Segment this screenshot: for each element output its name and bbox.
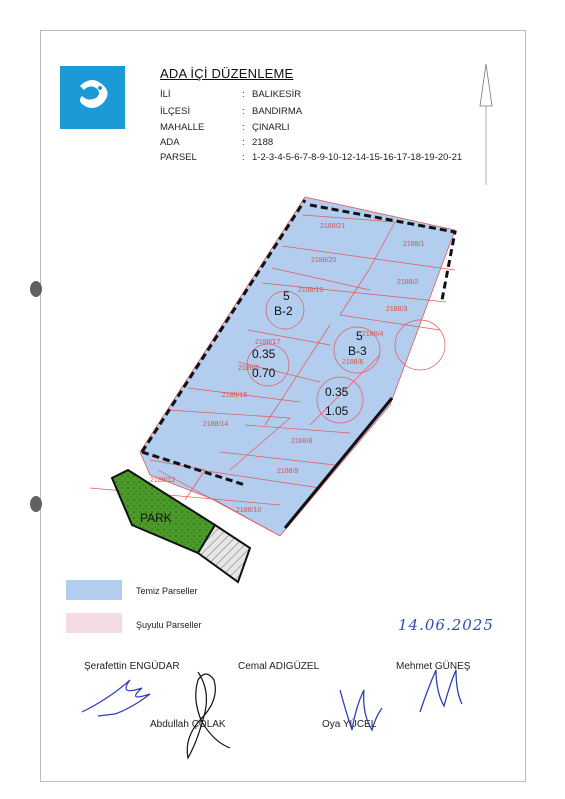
zone-kaks: 0.70 (252, 366, 276, 380)
zone-taks: 0.35 (252, 347, 276, 361)
signature-1-icon (82, 680, 150, 716)
zone-taks: 0.35 (325, 385, 349, 399)
zone-kaks: 1.05 (325, 404, 349, 418)
signatory-2: Cemal ADIGÜZEL (238, 661, 320, 672)
parcel-label: 2188/17 (255, 339, 281, 346)
parcel-label: 2188/15 (222, 392, 248, 399)
signature-4-icon (187, 672, 230, 758)
info-row-district: İLÇESİ : BANDIRMA (160, 106, 303, 117)
zone-code: B-2 (274, 304, 293, 318)
parcel-label: 2188/9 (277, 468, 299, 475)
parcel-label: 2188/2 (397, 279, 419, 286)
parcel-label: 2188/10 (236, 507, 262, 514)
info-row-parcel: PARSEL : 1-2-3-4-5-6-7-8-9-10-12-14-15-16-17-18-19-20-21 (160, 152, 463, 163)
signatory-3: Mehmet GÜNEŞ (396, 661, 471, 672)
info-row-province: İLİ : BALIKESİR (160, 89, 302, 100)
parcel-label: 2188/6 (342, 359, 364, 366)
info-row-neighborhood: MAHALLE : ÇINARLI (160, 122, 290, 133)
zone-code: B-3 (348, 344, 367, 358)
parcel-label: 2188/8 (291, 438, 313, 445)
parcel-label: 2188/19 (298, 287, 324, 294)
parcel-label: 2188/1 (403, 241, 425, 248)
signatory-5: Oya YÜCEL (322, 719, 377, 730)
parcel-label: 2188/14 (203, 421, 229, 428)
legend-label-shared: Şuyulu Parseller (136, 620, 202, 630)
info-row-block: ADA : 2188 (160, 137, 274, 148)
park-label: PARK (140, 511, 172, 525)
parcel-label: 2188/20 (311, 257, 337, 264)
parcel-label: 2188/21 (320, 223, 346, 230)
parcel-label: 2188/3 (386, 306, 408, 313)
signature-3-icon (420, 670, 462, 712)
parcel-label: 2188/4 (362, 331, 384, 338)
zone-floors: 5 (356, 329, 363, 343)
page-title: ADA İÇİ DÜZENLEME (160, 66, 294, 81)
signature-date: 14.06.2025 (398, 616, 494, 634)
signatory-4: Abdullah ÇOLAK (150, 719, 226, 730)
zone-floors: 5 (283, 289, 290, 303)
legend-label-clean: Temiz Parseller (136, 586, 198, 596)
signatory-1: Şerafettin ENGÜDAR (84, 661, 180, 672)
signature-5-icon (340, 690, 382, 730)
parcel-label: 2188/12 (150, 477, 176, 484)
parcel-label: 2188/5 (238, 365, 260, 372)
